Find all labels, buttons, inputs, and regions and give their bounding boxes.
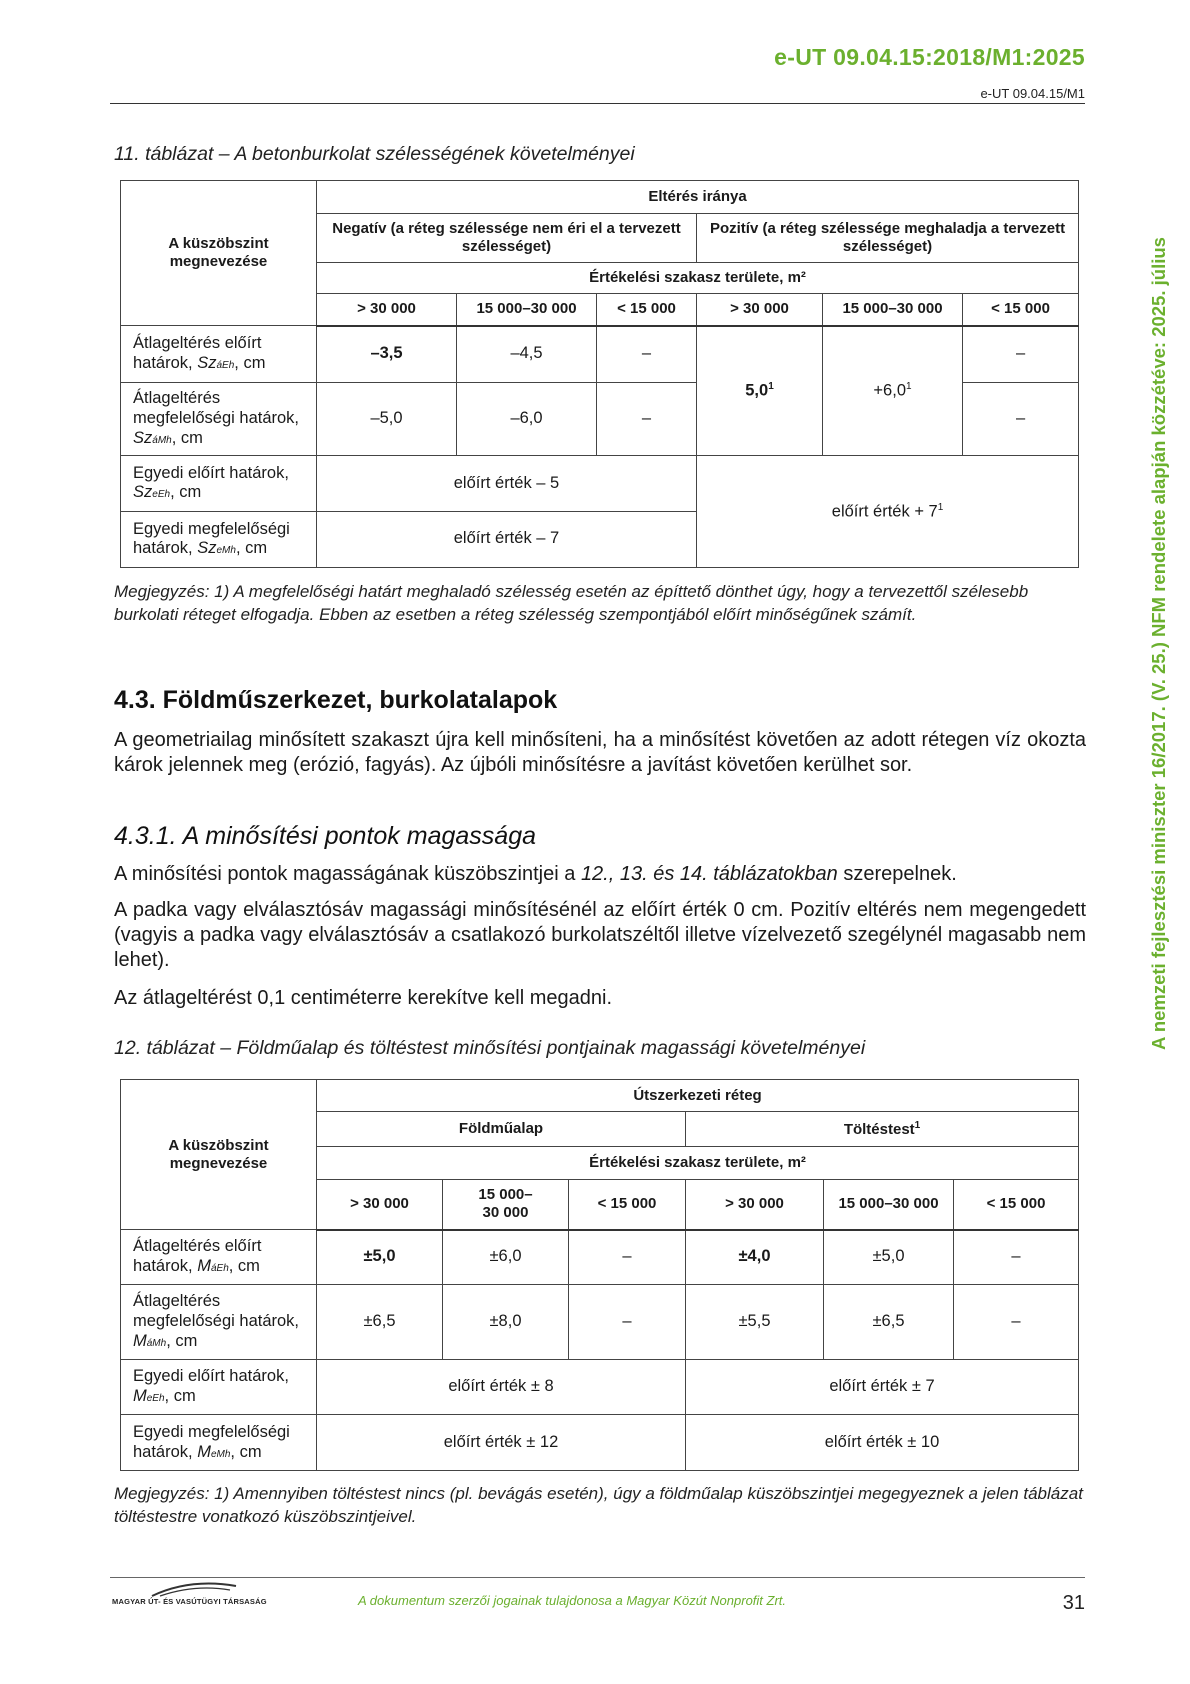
- table11-cell: –: [597, 382, 697, 456]
- table11-col-4: > 30 000: [697, 293, 823, 326]
- table11-col-6: < 15 000: [963, 293, 1079, 326]
- table12-foldmualap-header: Földműalap: [317, 1112, 686, 1147]
- table11-direction-header: Eltérés iránya: [317, 181, 1079, 214]
- table12-cell: előírt érték ± 12: [317, 1415, 686, 1471]
- table11-col-2: 15 000–30 000: [457, 293, 597, 326]
- table12-cell: –: [954, 1230, 1079, 1285]
- table12-cell: ±5,0: [317, 1230, 443, 1285]
- table11-row-label: Egyedi megfelelőségi határok, SzeMh, cm: [121, 511, 317, 567]
- table12-cell: előírt érték ± 7: [686, 1360, 1079, 1415]
- subsection-heading: 4.3.1. A minősítési pontok magassága: [114, 822, 536, 850]
- table12-row-label: Egyedi megfelelőségi határok, MeMh, cm: [121, 1415, 317, 1471]
- table11-area-header: Értékelési szakasz területe, m²: [317, 262, 1079, 293]
- table11-positive-header: Pozitív (a réteg szélessége meghaladja a tervezett szélességet): [697, 213, 1079, 262]
- table11-cell-positive-1: $5,0^1$: [697, 326, 823, 456]
- document-subcode: e-UT 09.04.15/M1: [980, 86, 1085, 101]
- table11-cell-positive-2: $+6,0^1$: [823, 326, 963, 456]
- table12-toltestest-header: Töltéstest$^1$: [686, 1112, 1079, 1147]
- table11-col-5: 15 000–30 000: [823, 293, 963, 326]
- table12-cell: előírt érték ± 10: [686, 1415, 1079, 1471]
- paragraph: A minősítési pontok magasságának küszöbszintjei a 12., 13. és 14. táblázatokban szerepelnek.: [114, 863, 957, 885]
- table12-row-label: Átlageltérés előírt határok, MáEh, cm: [121, 1230, 317, 1285]
- table12-cell: ±8,0: [443, 1285, 569, 1360]
- header-divider: [110, 103, 1085, 104]
- table12-row-label: Egyedi előírt határok, MeEh, cm: [121, 1360, 317, 1415]
- table11-row-label: Átlageltérés előírt határok, SzáEh, cm: [121, 326, 317, 382]
- table11-cell: –4,5: [457, 326, 597, 382]
- footer-logo-text: MAGYAR ÚT- ÉS VASÚTÜGYI TÁRSASÁG: [112, 1597, 267, 1606]
- table12-cell: –: [954, 1285, 1079, 1360]
- table12-layer-header: Útszerkezeti réteg: [317, 1080, 1079, 1112]
- table12-col-1: > 30 000: [317, 1180, 443, 1230]
- table12: [120, 1079, 1079, 1471]
- footer-copyright: A dokumentum szerzői jogainak tulajdonosa a Magyar Közút Nonprofit Zrt.: [358, 1593, 787, 1608]
- table11-row-label: Egyedi előírt határok, SzeEh, cm: [121, 456, 317, 511]
- table12-cell: ±6,5: [317, 1285, 443, 1360]
- table12-area-header: Értékelési szakasz területe, m²: [317, 1147, 1079, 1180]
- table11-cell: előírt érték – 5: [317, 456, 697, 511]
- table11-cell: előírt érték – 7: [317, 511, 697, 567]
- table11-col-1: > 30 000: [317, 293, 457, 326]
- table11-cell: –: [963, 326, 1079, 382]
- table11-note: Megjegyzés: 1) A megfelelőségi határt meghaladó szélesség esetén az építtető dönthet úgy, hogy a tervezettől szélesebb burkolati réteget elfogadja. Ebben az esetben a réteg szélesség szempontjából előírt minőségűnek számít.: [114, 582, 1029, 624]
- paragraph: Az átlageltérést 0,1 centiméterre kerekítve kell megadni.: [114, 987, 613, 1009]
- table11-caption: 11. táblázat – A betonburkolat szélességének követelményei: [114, 143, 635, 165]
- table11-cell: –6,0: [457, 382, 597, 456]
- page-number: 31: [1062, 1592, 1085, 1614]
- section-heading: 4.3. Földműszerkezet, burkolatalapok: [114, 686, 558, 714]
- table12-col-6: < 15 000: [954, 1180, 1079, 1230]
- paragraph: A geometriailag minősített szakaszt újra kell minősíteni, ha a minősítést követően az adott rétegen víz okozta károk jelennek meg (erózió, fagyás). Az újbóli minősítésre a javítást követően kerülhet sor.: [114, 729, 1086, 776]
- table11-cell: –5,0: [317, 382, 457, 456]
- table12-cell: ±6,0: [443, 1230, 569, 1285]
- table11-cell-positive-individual: előírt érték + $7^1$: [697, 456, 1079, 568]
- table11-col-3: < 15 000: [597, 293, 697, 326]
- table12-col-4: > 30 000: [686, 1180, 824, 1230]
- side-publication-note: A nemzeti fejlesztési miniszter 16/2017. (V. 25.) NFM rendelete alapján közzétéve: 2025. július: [1148, 237, 1169, 1050]
- document-code: e-UT 09.04.15:2018/M1:2025: [774, 44, 1085, 70]
- table11-cell: –: [597, 326, 697, 382]
- table11-row-label: Átlageltérés megfelelőségi határok, SzáMh, cm: [121, 382, 317, 456]
- table11: [120, 180, 1079, 568]
- table12-col-2: 15 000– 30 000: [443, 1180, 569, 1230]
- table12-col-3: < 15 000: [569, 1180, 686, 1230]
- table11-cell: –3,5: [317, 326, 457, 382]
- table11-negative-header: Negatív (a réteg szélessége nem éri el a tervezett szélességet): [317, 213, 697, 262]
- table11-cell: –: [963, 382, 1079, 456]
- table12-label-header: A küszöbszint megnevezése: [121, 1080, 317, 1230]
- table12-cell: előírt érték ± 8: [317, 1360, 686, 1415]
- table12-cell: ±6,5: [824, 1285, 954, 1360]
- table12-col-5: 15 000–30 000: [824, 1180, 954, 1230]
- table12-cell: –: [569, 1285, 686, 1360]
- table12-cell: ±4,0: [686, 1230, 824, 1285]
- table12-caption: 12. táblázat – Földműalap és töltéstest minősítési pontjainak magassági követelményei: [114, 1037, 866, 1059]
- table11-label-header: A küszöbszint megnevezése: [121, 181, 317, 326]
- table12-row-label: Átlageltérés megfelelőségi határok, MáMh, cm: [121, 1285, 317, 1360]
- table12-cell: ±5,5: [686, 1285, 824, 1360]
- table12-cell: –: [569, 1230, 686, 1285]
- table12-cell: ±5,0: [824, 1230, 954, 1285]
- footer-divider: [110, 1577, 1085, 1578]
- paragraph: A padka vagy elválasztósáv magassági minősítésénél az előírt érték 0 cm. Pozitív eltérés nem megengedett (vagyis a padka vagy elválasztósáv a csatlakozó burkolatszéltől illetve vízelvezető szegélynél magasabb nem lehet).: [114, 899, 1086, 971]
- table12-note: Megjegyzés: 1) Amennyiben töltéstest nincs (pl. bevágás esetén), úgy a földműalap küszöbszintjei megegyeznek a jelen táblázat töltéstestre vonatkozó küszöbszintjeivel.: [114, 1484, 1083, 1526]
